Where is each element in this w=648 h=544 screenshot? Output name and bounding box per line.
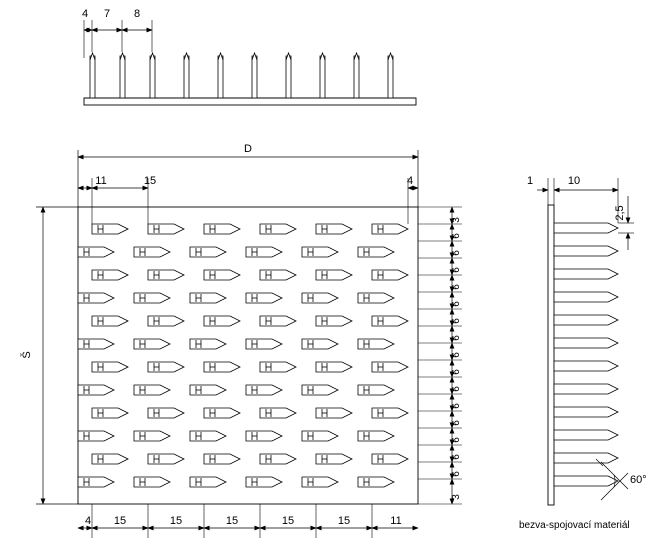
label-side-1: 1: [526, 175, 534, 187]
label-D: D: [244, 143, 252, 155]
label-right-6-3: 6: [451, 267, 462, 273]
label-plan-bot-15-5: 15: [337, 515, 351, 527]
label-plan-top-15: 15: [143, 175, 157, 187]
label-right-6-2: 6: [451, 250, 462, 256]
label-top-dim-4: 4: [81, 8, 89, 20]
label-top-dim-7: 7: [103, 8, 111, 20]
plan-view: [36, 150, 462, 538]
top-edge-section: [84, 20, 416, 105]
label-right-6-4: 6: [451, 284, 462, 290]
label-right-6-8: 6: [451, 352, 462, 358]
material-note: bezva-spojovací materiál: [519, 520, 630, 531]
dim-side-thickness: [618, 196, 634, 250]
label-plan-bot-15-2: 15: [169, 515, 183, 527]
label-right-6-13: 6: [451, 437, 462, 443]
label-plan-bot-11: 11: [390, 515, 402, 527]
dim-D: [78, 150, 418, 207]
label-plan-bot-15-1: 15: [113, 515, 127, 527]
label-plan-bot-15-4: 15: [281, 515, 295, 527]
side-section-view: [537, 178, 634, 505]
label-side-2-5: 2,5: [614, 205, 626, 221]
label-right-6-11: 6: [451, 403, 462, 409]
label-right-6-9: 6: [451, 369, 462, 375]
label-right-edge-3-top: 3: [451, 217, 462, 223]
label-angle-60: 60°: [630, 474, 647, 486]
label-plan-top-4: 4: [406, 175, 414, 187]
label-right-6-1: 6: [451, 233, 462, 239]
label-plan-top-11: 11: [95, 175, 107, 187]
label-right-6-10: 6: [451, 386, 462, 392]
label-side-10: 10: [567, 175, 581, 187]
label-right-6-15: 6: [451, 471, 462, 477]
label-right-edge-3-bottom: 3: [451, 494, 462, 500]
label-S: Š: [21, 351, 33, 359]
label-right-6-14: 6: [451, 454, 462, 460]
top-spikes: [90, 53, 393, 98]
dim-S: [36, 207, 78, 504]
label-right-6-6: 6: [451, 318, 462, 324]
label-right-6-12: 6: [451, 420, 462, 426]
label-right-6-7: 6: [451, 335, 462, 341]
label-plan-bot-4: 4: [84, 515, 92, 527]
label-top-dim-8: 8: [133, 8, 141, 20]
label-plan-bot-15-3: 15: [225, 515, 239, 527]
label-right-6-5: 6: [451, 301, 462, 307]
side-spikes: [554, 223, 618, 486]
dim-bottom-row: [78, 504, 418, 538]
